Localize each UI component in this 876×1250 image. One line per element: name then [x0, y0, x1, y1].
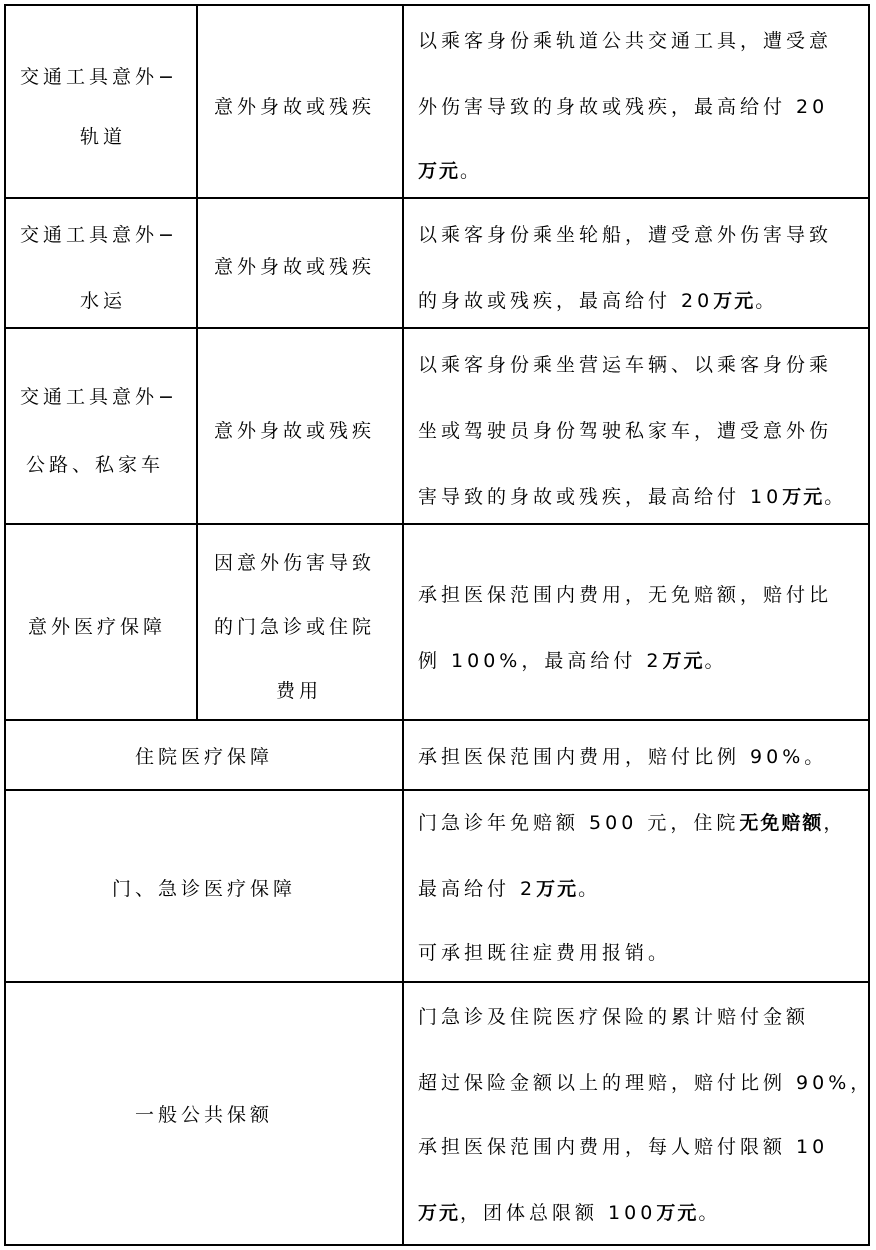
description-line: 超过保险金额以上的理赔，赔付比例 90%，: [418, 1072, 874, 1094]
line-text: 。: [824, 486, 848, 508]
description-line: [418, 286, 778, 313]
table-cell-category: [4, 327, 198, 525]
category-label: 交通工具意外−: [20, 224, 178, 246]
line-text: 的身故或残疾，最高给付 20: [418, 290, 714, 312]
benefit-label: 因意外伤害导致: [214, 552, 376, 574]
line-text: 害导致的身故或残疾，最高给付 10: [418, 486, 783, 508]
line-text: 。: [755, 290, 779, 312]
emphasis-text: 万元: [713, 290, 756, 312]
category-label: 公路、私家车: [26, 454, 165, 476]
description-line: 外伤害导致的身故或残疾，最高给付 20: [418, 96, 829, 118]
category-label: 住院医疗保障: [134, 746, 273, 768]
category-label: 交通工具意外−: [20, 386, 178, 408]
line-text: ，团体总限额 100: [460, 1202, 657, 1224]
emphasis-text: 万元: [418, 160, 461, 182]
line-text: 。: [704, 650, 728, 672]
benefit-label: 意外身故或残疾: [214, 420, 376, 442]
description-line: 以乘客身份乘轨道公共交通工具，遭受意: [418, 30, 833, 52]
line-text: 门急诊年免赔额 500 元，住院: [418, 812, 740, 834]
description-line: [418, 646, 728, 673]
category-label: 交通工具意外−: [20, 66, 178, 88]
category-label: 轨道: [80, 126, 127, 148]
category-label: 一般公共保额: [134, 1104, 273, 1126]
description-line: 承担医保范围内费用，赔付比例 90%。: [418, 746, 828, 768]
description-line: [418, 874, 601, 901]
emphasis-text: 万元: [536, 878, 579, 900]
line-text: 。: [698, 1202, 722, 1224]
benefit-label: 费用: [276, 680, 323, 702]
table-cell-description: [402, 523, 870, 721]
emphasis-text: 万元: [656, 1202, 699, 1224]
description-line: 承担医保范围内费用，无免赔额，赔付比: [418, 584, 833, 606]
emphasis-text: 万元: [418, 1202, 461, 1224]
table-cell-category: [4, 4, 198, 199]
emphasis-text: 万元: [662, 650, 705, 672]
emphasis-text: 万元: [782, 486, 825, 508]
description-line: 门急诊及住院医疗保险的累计赔付金额: [418, 1006, 810, 1028]
description-line: 可承担既往症费用报销。: [418, 942, 672, 964]
description-line: [418, 1198, 721, 1225]
description-line: 以乘客身份乘坐轮船，遭受意外伤害导致: [418, 224, 833, 246]
category-label: 水运: [80, 290, 127, 312]
line-text: 最高给付 2: [418, 878, 537, 900]
category-label: 意外医疗保障: [28, 616, 167, 638]
description-line: 以乘客身份乘坐营运车辆、以乘客身份乘: [418, 354, 833, 376]
description-line: 承担医保范围内费用，每人赔付限额 10: [418, 1136, 829, 1158]
benefit-label: 意外身故或残疾: [214, 96, 376, 118]
description-line: 坐或驾驶员身份驾驶私家车，遭受意外伤: [418, 420, 833, 442]
benefit-label: 意外身故或残疾: [214, 256, 376, 278]
line-text: 。: [460, 160, 484, 182]
description-line: [418, 156, 483, 183]
line-text: 。: [578, 878, 602, 900]
line-text: 例 100%，最高给付 2: [418, 650, 663, 672]
description-line: [418, 808, 846, 835]
line-text: ，: [823, 812, 847, 834]
benefit-label: 的门急诊或住院: [214, 616, 376, 638]
emphasis-text: 无免赔额: [739, 812, 824, 834]
description-line: [418, 482, 847, 509]
category-label: 门、急诊医疗保障: [111, 878, 296, 900]
